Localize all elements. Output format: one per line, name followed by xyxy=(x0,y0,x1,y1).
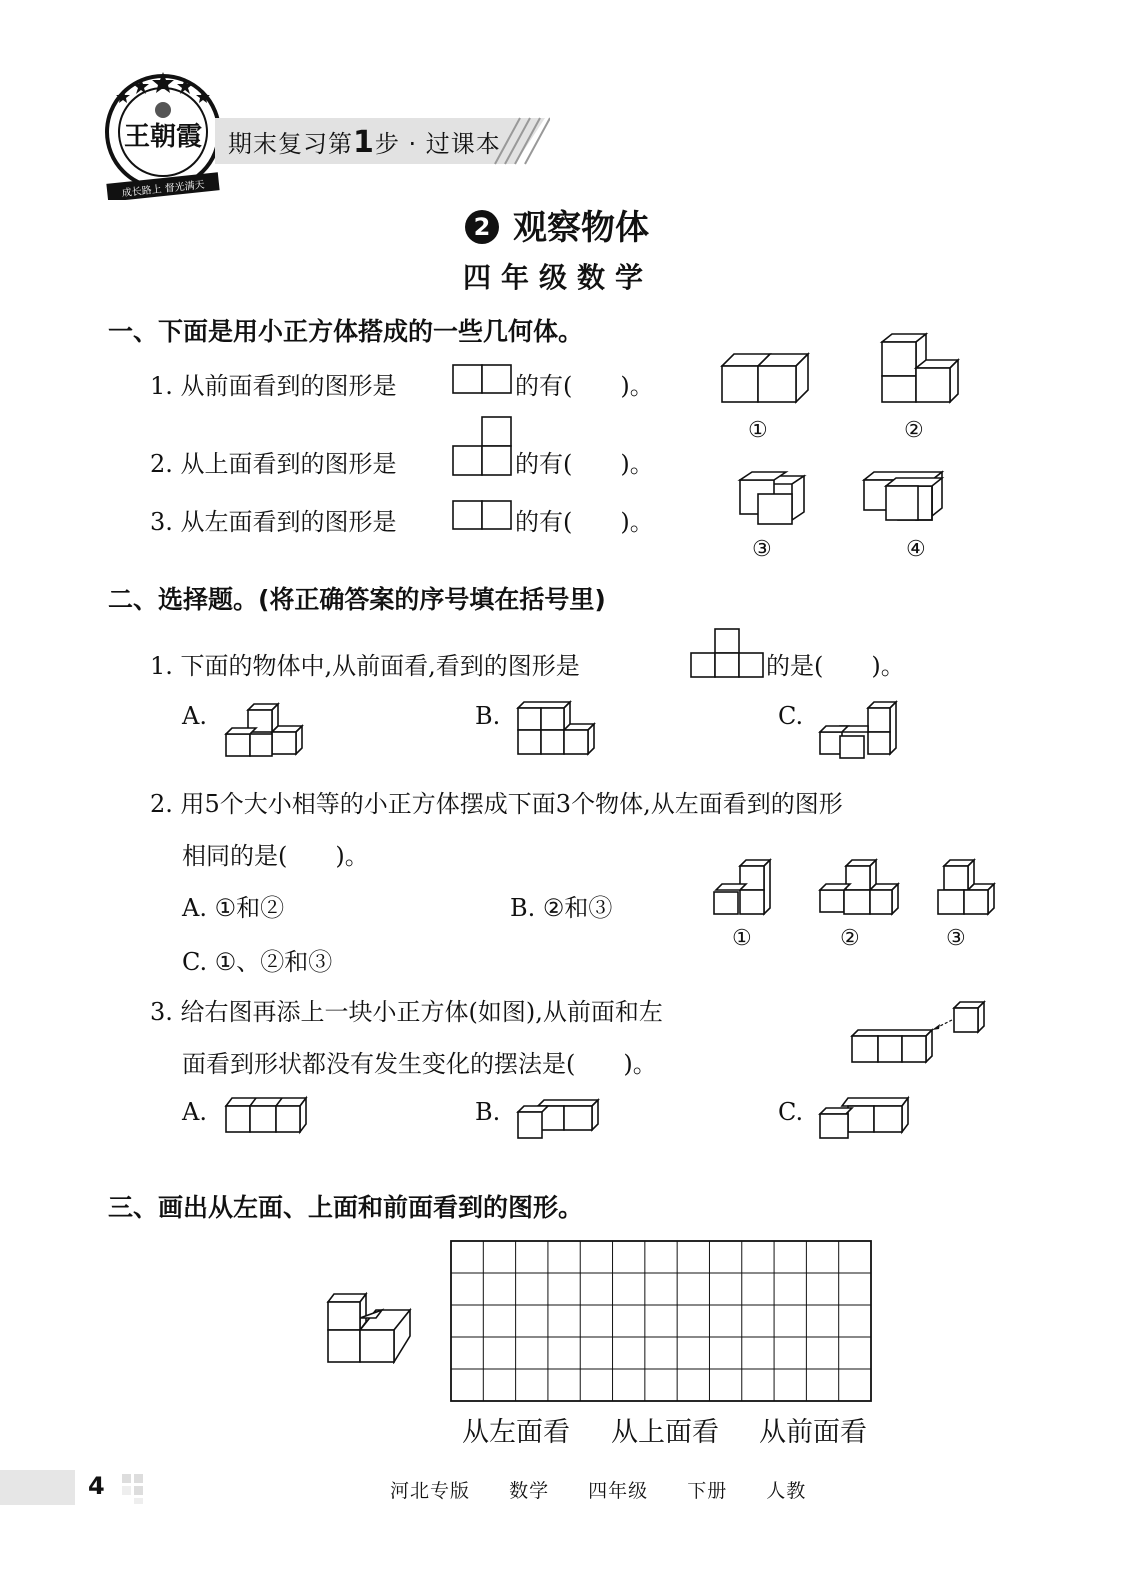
footer-subject: 数学 xyxy=(509,1480,550,1502)
s1-fig-label-1: ① xyxy=(748,418,768,443)
s2-q1-tail: 的是( )。 xyxy=(766,652,905,680)
s2-q2-option-a: A. ①和② xyxy=(182,894,285,922)
s1-q3: 3. 从左面看到的图形是 xyxy=(150,508,397,536)
footer-publisher: 人教 xyxy=(766,1480,807,1502)
s2-q3-option-a: A. xyxy=(182,1098,207,1126)
s2-q3-line1: 3. 给右图再添上一块小正方体(如图),从前面和左 xyxy=(150,998,663,1026)
banner-title: 期末复习第1步 · 过课本 xyxy=(228,125,501,160)
s2-q1-option-c: C. xyxy=(778,702,804,730)
shape-two-squares-row xyxy=(452,364,512,394)
page-corner-decoration xyxy=(122,1474,152,1504)
s2-q1-label: 1. 下面的物体中,从前面看,看到的图形是 xyxy=(150,652,580,680)
s1-q2: 2. 从上面看到的图形是 xyxy=(150,450,397,478)
chapter-number-badge: 2 xyxy=(465,210,499,244)
page-number: 4 xyxy=(88,1472,105,1500)
s3-solid xyxy=(324,1292,414,1364)
footer-info xyxy=(390,1476,824,1503)
s2-q2-line2: 相同的是( )。 xyxy=(182,842,369,870)
s1-q1: 1. 从前面看到的图形是 xyxy=(150,372,397,400)
s2-q3-line2: 面看到形状都没有发生变化的摆法是( )。 xyxy=(182,1050,657,1078)
s1-fig-label-2: ② xyxy=(904,418,924,443)
brand-logo xyxy=(103,70,223,200)
s2-q1-solid-a xyxy=(222,700,304,760)
s2-q1-solid-c xyxy=(818,700,900,760)
page-number-background xyxy=(0,1470,75,1505)
section3-heading: 三、画出从左面、上面和前面看到的图形。 xyxy=(108,1193,584,1222)
footer-volume: 下册 xyxy=(687,1480,728,1502)
s1-q3-tail: 的有( )。 xyxy=(515,508,654,536)
s2-q3-solid-c xyxy=(818,1094,910,1142)
s2-q2-fig-label-3: ③ xyxy=(946,926,966,951)
s1-q2-tail: 的有( )。 xyxy=(515,450,654,478)
s1-fig-label-4: ④ xyxy=(906,537,926,562)
footer-edition: 河北专版 xyxy=(390,1480,471,1502)
s1-fig-label-3: ③ xyxy=(752,537,772,562)
s2-q3-solid-b xyxy=(516,1094,602,1142)
s2-q2-option-c: C. ①、②和③ xyxy=(182,948,333,976)
s2-q3-reference-solid xyxy=(848,998,990,1068)
section1-heading: 一、下面是用小正方体搭成的一些几何体。 xyxy=(108,317,584,346)
s2-q3-option-c: C. xyxy=(778,1098,804,1126)
section2-heading: 二、选择题。(将正确答案的序号填在括号里) xyxy=(108,585,606,614)
s1-q1-tail: 的有( )。 xyxy=(515,372,654,400)
s2-q2-line1: 2. 用5个大小相等的小正方体摆成下面3个物体,从左面看到的图形 xyxy=(150,790,843,818)
s2-q3-option-b: B. xyxy=(475,1098,501,1126)
s2-q1-solid-b xyxy=(516,700,596,756)
grid-label-top: 从上面看 xyxy=(611,1417,719,1448)
svg-text:王朝霞: 王朝霞 xyxy=(123,122,203,152)
svg-text:成长路上 督光满天: 成长路上 督光满天 xyxy=(121,179,206,200)
grid-label-left: 从左面看 xyxy=(462,1417,570,1448)
footer-grade: 四年级 xyxy=(588,1480,649,1502)
shape-t-front xyxy=(690,628,764,678)
s2-q2-solids xyxy=(708,856,998,922)
s2-q3-solid-a xyxy=(224,1094,310,1136)
s2-q2-option-b: B. ②和③ xyxy=(510,894,613,922)
s2-q1-option-a: A. xyxy=(182,702,207,730)
drawing-grid[interactable] xyxy=(450,1240,874,1404)
s2-q2-fig-label-2: ② xyxy=(840,926,860,951)
grid-label-front: 从前面看 xyxy=(759,1417,867,1448)
s2-q2-fig-label-1: ① xyxy=(732,926,752,951)
chapter-title: 2 观察物体 xyxy=(465,200,649,249)
s2-q1-option-b: B. xyxy=(475,702,501,730)
shape-l-top xyxy=(452,416,512,476)
shape-two-squares-row xyxy=(452,500,512,530)
subtitle: 四年级数学 xyxy=(463,261,654,294)
